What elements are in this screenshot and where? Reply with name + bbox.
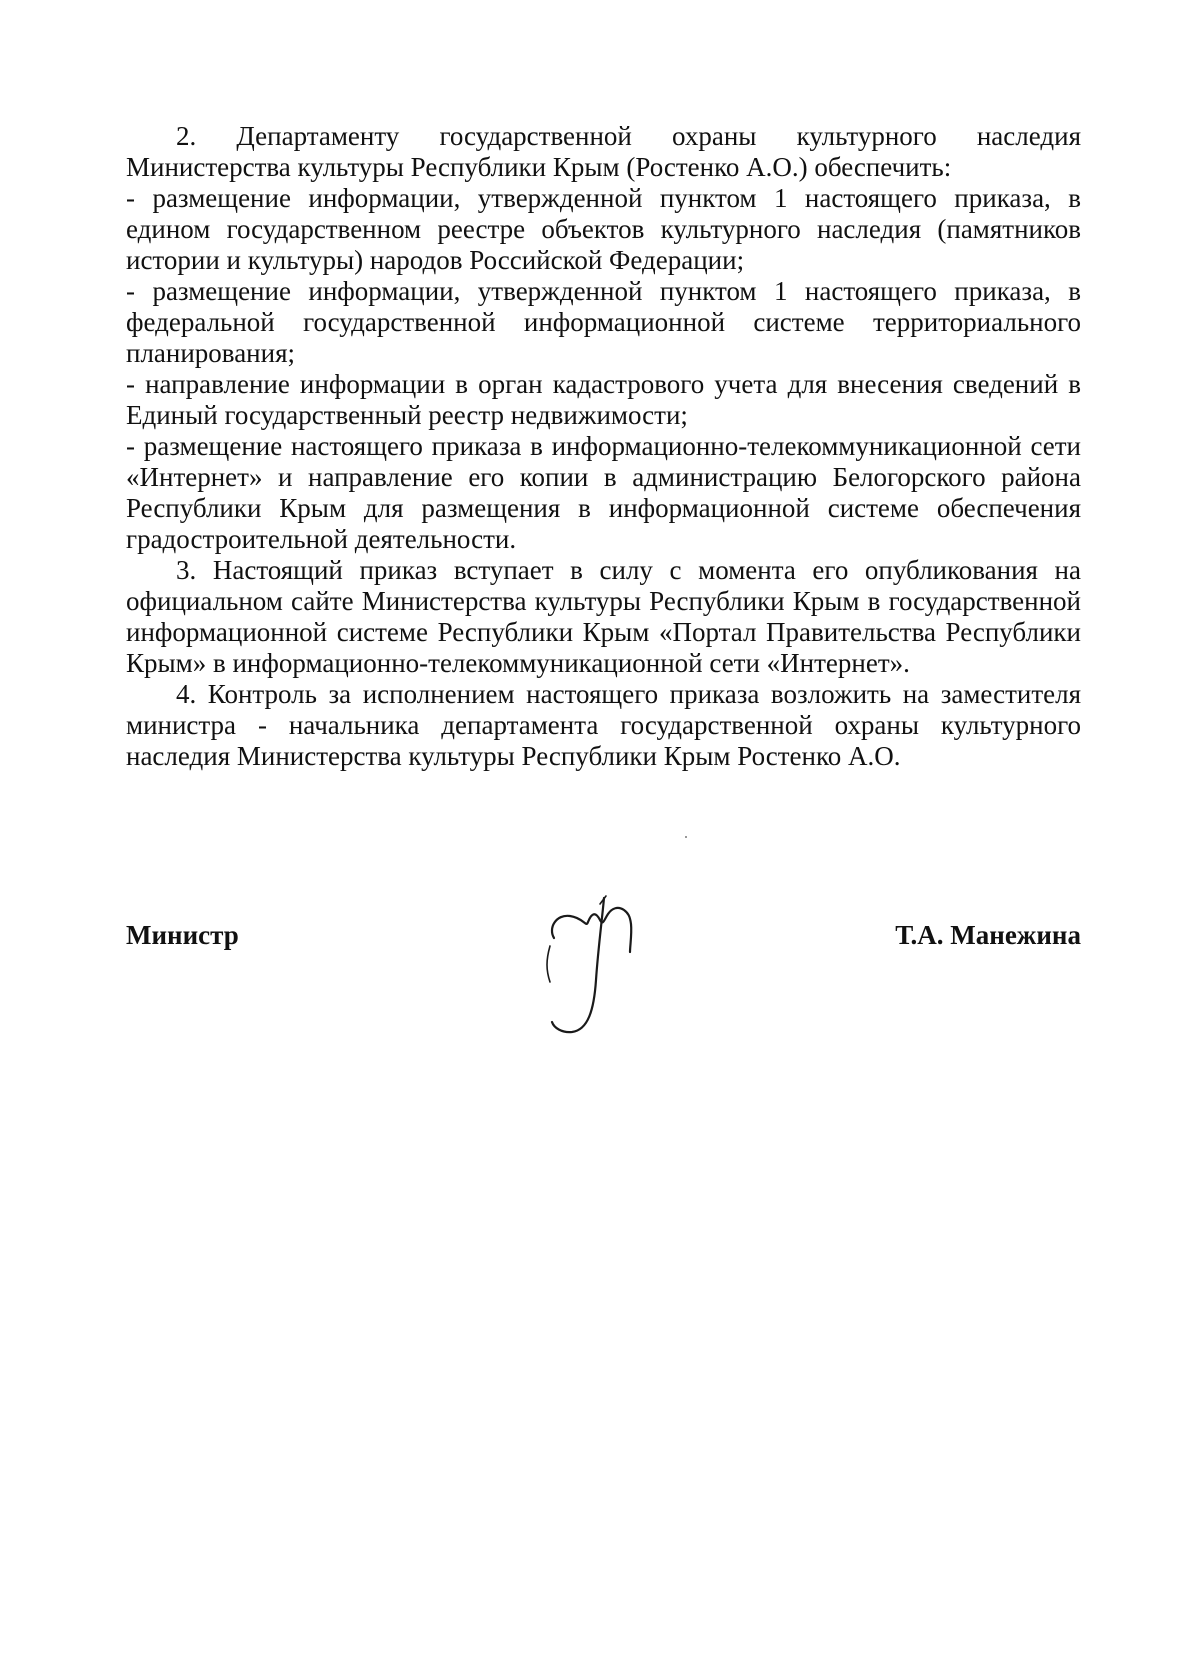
bullet-registry: - размещение информации, утвержденной пунктом 1 настоящего приказа, в едином государственном реестре объектов культурного наследия (памятников истории и культуры) народов Российской Федерации; <box>126 183 1081 275</box>
bullet-internet-publication: - размещение настоящего приказа в информационно-телекоммуникационной сети «Интернет» и направление его копии в администрацию Белогорского района Республики Крым для размещения в информационной системе обеспечения градостроительной деятельности. <box>126 431 1081 554</box>
signatory-name: Т.А. Манежина <box>895 920 1081 950</box>
paragraph-item-3: 3. Настоящий приказ вступает в силу с момента его опубликования на официальном сайте Министерства культуры Республики Крым в государственной информационной системе Республики Крым «Портал Правительства Республики Крым» в информационно-телекоммуникационной сети «Интернет». <box>126 555 1081 678</box>
signatory-title: Министр <box>126 920 239 950</box>
paragraph-item-2: 2. Департаменту государственной охраны культурного наследия Министерства культуры Республики Крым (Ростенко А.О.) обеспечить: <box>126 121 1081 182</box>
bullet-planning-system: - размещение информации, утвержденной пунктом 1 настоящего приказа, в федеральной государственной информационной системе территориального планирования; <box>126 276 1081 368</box>
handwritten-signature-icon <box>526 890 676 1050</box>
signature-block <box>126 920 1081 1060</box>
bullet-cadastral: - направление информации в орган кадастрового учета для внесения сведений в Единый государственный реестр недвижимости; <box>126 369 1081 430</box>
scan-speck <box>685 836 687 838</box>
document-body <box>126 121 1081 772</box>
paragraph-item-4: 4. Контроль за исполнением настоящего приказа возложить на заместителя министра - начальника департамента государственной охраны культурного наследия Министерства культуры Республики Крым Ростенко А.О. <box>126 679 1081 771</box>
